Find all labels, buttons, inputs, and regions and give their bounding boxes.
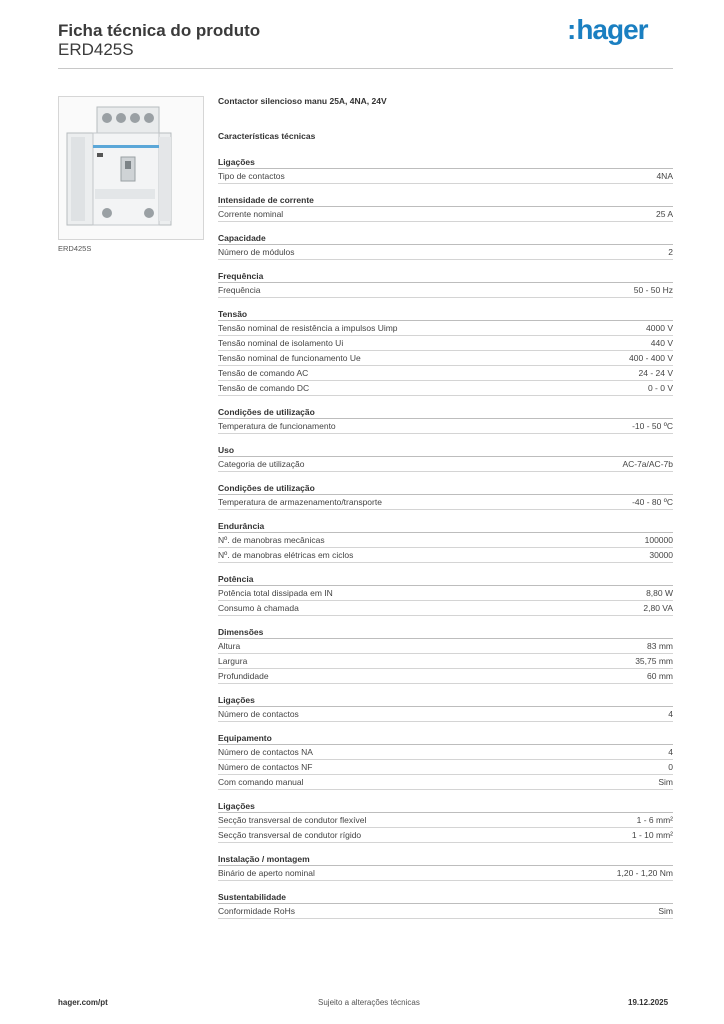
spec-label: Tensão nominal de funcionamento Ue xyxy=(218,353,361,363)
spec-value: 30000 xyxy=(649,550,673,560)
section-gap xyxy=(218,184,673,194)
spec-value: AC-7a/AC-7b xyxy=(622,459,673,469)
spec-row xyxy=(218,866,673,881)
spec-value: 2 xyxy=(668,247,673,257)
section-title: Instalação / montagem xyxy=(218,853,673,866)
section-gap xyxy=(218,722,673,732)
spec-label: Número de contactos xyxy=(218,709,299,719)
spec-label: Potência total dissipada em IN xyxy=(218,588,333,598)
spec-row xyxy=(218,760,673,775)
section-gap xyxy=(218,298,673,308)
spec-value: 1 - 10 mm² xyxy=(631,830,673,840)
spec-value: 4 xyxy=(668,747,673,757)
section-gap xyxy=(218,843,673,853)
spec-row xyxy=(218,601,673,616)
footer-disclaimer: Sujeito a alterações técnicas xyxy=(318,998,420,1007)
section-gap xyxy=(218,684,673,694)
spec-label: Categoria de utilização xyxy=(218,459,305,469)
spec-label: Nº. de manobras elétricas em ciclos xyxy=(218,550,354,560)
spec-value: 4 xyxy=(668,709,673,719)
spec-value: 0 - 0 V xyxy=(647,383,673,393)
spec-row xyxy=(218,366,673,381)
spec-row xyxy=(218,813,673,828)
spec-label: Largura xyxy=(218,656,248,666)
spec-value: 83 mm xyxy=(647,641,673,651)
spec-row xyxy=(218,775,673,790)
section-title: Tensão xyxy=(218,308,673,321)
spec-value: 400 - 400 V xyxy=(629,353,673,363)
spec-value: 24 - 24 V xyxy=(638,368,673,378)
section-title: Capacidade xyxy=(218,232,673,245)
spec-row xyxy=(218,533,673,548)
section-title: Uso xyxy=(218,444,673,457)
product-name: Contactor silencioso manu 25A, 4NA, 24V xyxy=(218,96,387,106)
section-gap xyxy=(218,222,673,232)
spec-row xyxy=(218,207,673,222)
footer-date: 19.12.2025 xyxy=(628,998,669,1007)
spec-label: Número de contactos NA xyxy=(218,747,313,757)
spec-label: Tensão nominal de resistência a impulsos Uimp xyxy=(218,323,398,333)
spec-value: Sim xyxy=(658,777,673,787)
spec-row xyxy=(218,586,673,601)
spec-label: Secção transversal de condutor rígido xyxy=(218,830,362,840)
spec-row xyxy=(218,336,673,351)
spec-value: -10 - 50 ºC xyxy=(632,421,673,431)
section-title: Endurância xyxy=(218,520,673,533)
spec-label: Número de módulos xyxy=(218,247,295,257)
spec-value: 4000 V xyxy=(646,323,673,333)
header-divider xyxy=(58,68,673,69)
spec-label: Binário de aperto nominal xyxy=(218,868,315,878)
spec-label: Profundidade xyxy=(218,671,269,681)
spec-label: Temperatura de armazenamento/transporte xyxy=(218,497,382,507)
section-title: Dimensões xyxy=(218,626,673,639)
section-title: Sustentabilidade xyxy=(218,891,673,904)
spec-label: Tensão de comando DC xyxy=(218,383,310,393)
spec-row xyxy=(218,828,673,843)
spec-row xyxy=(218,283,673,298)
spec-row xyxy=(218,381,673,396)
spec-row xyxy=(218,707,673,722)
spec-row xyxy=(218,457,673,472)
spec-value: 440 V xyxy=(650,338,673,348)
spec-row xyxy=(218,639,673,654)
spec-value: 25 A xyxy=(655,209,673,219)
spec-label: Tensão de comando AC xyxy=(218,368,309,378)
spec-row xyxy=(218,169,673,184)
spec-value: 60 mm xyxy=(647,671,673,681)
product-code: ERD425S xyxy=(58,40,134,59)
section-gap xyxy=(218,616,673,626)
section-title: Ligações xyxy=(218,156,673,169)
section-title: Condições de utilização xyxy=(218,406,673,419)
spec-row xyxy=(218,904,673,919)
spec-row xyxy=(218,654,673,669)
section-title: Ligações xyxy=(218,800,673,813)
spec-label: Tipo de contactos xyxy=(218,171,285,181)
section-gap xyxy=(218,790,673,800)
section-title: Ligações xyxy=(218,694,673,707)
section-title: Intensidade de corrente xyxy=(218,194,673,207)
spec-label: Tensão nominal de isolamento Ui xyxy=(218,338,344,348)
section-title: Equipamento xyxy=(218,732,673,745)
spec-label: Consumo à chamada xyxy=(218,603,299,613)
tech-specs-heading: Características técnicas xyxy=(218,131,316,141)
image-caption: ERD425S xyxy=(58,244,92,253)
spec-value: 100000 xyxy=(644,535,673,545)
section-title: Potência xyxy=(218,573,673,586)
spec-value: 0 xyxy=(668,762,673,772)
specs-table xyxy=(218,156,673,919)
spec-row xyxy=(218,419,673,434)
spec-value: 4NA xyxy=(656,171,673,181)
spec-label: Nº. de manobras mecânicas xyxy=(218,535,325,545)
spec-value: 35,75 mm xyxy=(635,656,673,666)
spec-label: Frequência xyxy=(218,285,261,295)
spec-label: Com comando manual xyxy=(218,777,304,787)
section-gap xyxy=(218,510,673,520)
section-gap xyxy=(218,396,673,406)
hager-logo[interactable]: :hager xyxy=(567,14,648,45)
section-gap xyxy=(218,260,673,270)
spec-row xyxy=(218,321,673,336)
spec-value: 2,80 VA xyxy=(643,603,673,613)
spec-row xyxy=(218,548,673,563)
spec-value: 8,80 W xyxy=(646,588,673,598)
spec-value: 50 - 50 Hz xyxy=(633,285,673,295)
product-image xyxy=(58,96,204,240)
section-gap xyxy=(218,434,673,444)
section-title: Frequência xyxy=(218,270,673,283)
spec-row xyxy=(218,245,673,260)
spec-row xyxy=(218,351,673,366)
spec-row xyxy=(218,669,673,684)
spec-value: 1,20 - 1,20 Nm xyxy=(616,868,673,878)
spec-row xyxy=(218,745,673,760)
footer-website[interactable]: hager.com/pt xyxy=(58,998,108,1007)
spec-label: Secção transversal de condutor flexível xyxy=(218,815,367,825)
page-title: Ficha técnica do produto xyxy=(58,21,261,40)
section-gap xyxy=(218,563,673,573)
spec-value: 1 - 6 mm² xyxy=(636,815,673,825)
spec-row xyxy=(218,495,673,510)
spec-label: Temperatura de funcionamento xyxy=(218,421,336,431)
spec-label: Número de contactos NF xyxy=(218,762,313,772)
spec-label: Altura xyxy=(218,641,241,651)
spec-label: Conformidade RoHs xyxy=(218,906,296,916)
section-title: Condições de utilização xyxy=(218,482,673,495)
section-gap xyxy=(218,472,673,482)
spec-value: Sim xyxy=(658,906,673,916)
spec-value: -40 - 80 ºC xyxy=(632,497,673,507)
spec-label: Corrente nominal xyxy=(218,209,284,219)
section-gap xyxy=(218,881,673,891)
